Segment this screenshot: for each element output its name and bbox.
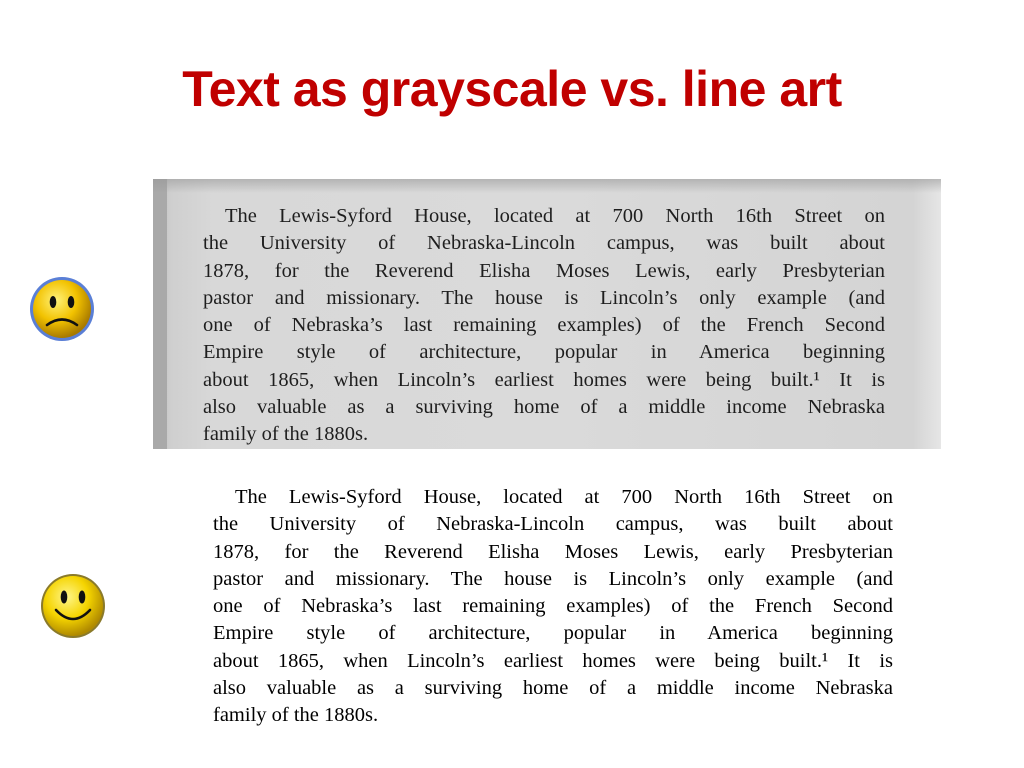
line-art-passage: [213, 484, 893, 730]
passage-line: also valuable as a surviving home of a middle income Nebraska: [213, 677, 893, 700]
passage-line: Empire style of architecture, popular in America beginning: [213, 622, 893, 645]
passage-line: one of Nebraska’s last remaining examples) of the French Second: [213, 595, 893, 618]
slide-title: Text as grayscale vs. line art: [182, 61, 842, 117]
passage-line: the University of Nebraska-Lincoln campus, was built about: [203, 232, 885, 255]
passage-line: pastor and missionary. The house is Lincoln’s only example (and: [213, 567, 893, 590]
smiley-face-icon: [39, 572, 107, 640]
passage-line: about 1865, when Lincoln’s earliest homes were being built.¹ It is: [213, 649, 893, 672]
grayscale-passage: [203, 203, 885, 449]
passage-line: the University of Nebraska-Lincoln campus, was built about: [213, 513, 893, 536]
passage-line: Empire style of architecture, popular in America beginning: [203, 341, 885, 364]
passage-line: family of the 1880s.: [203, 423, 369, 446]
sad-face-icon: [28, 275, 96, 343]
passage-line: 1878, for the Reverend Elisha Moses Lewis, early Presbyterian: [203, 259, 885, 282]
passage-line: 1878, for the Reverend Elisha Moses Lewis, early Presbyterian: [213, 540, 893, 563]
passage-line: pastor and missionary. The house is Lincoln’s only example (and: [203, 286, 885, 309]
passage-line: about 1865, when Lincoln’s earliest homes were being built.¹ It is: [203, 368, 885, 391]
passage-line: also valuable as a surviving home of a middle income Nebraska: [203, 396, 885, 419]
passage-line: family of the 1880s.: [213, 704, 379, 727]
passage-line: one of Nebraska’s last remaining examples) of the French Second: [203, 314, 885, 337]
passage-line: The Lewis-Syford House, located at 700 North 16th Street on: [235, 486, 893, 508]
passage-line: The Lewis-Syford House, located at 700 North 16th Street on: [225, 205, 885, 227]
bleed-through-text: [353, 179, 358, 191]
